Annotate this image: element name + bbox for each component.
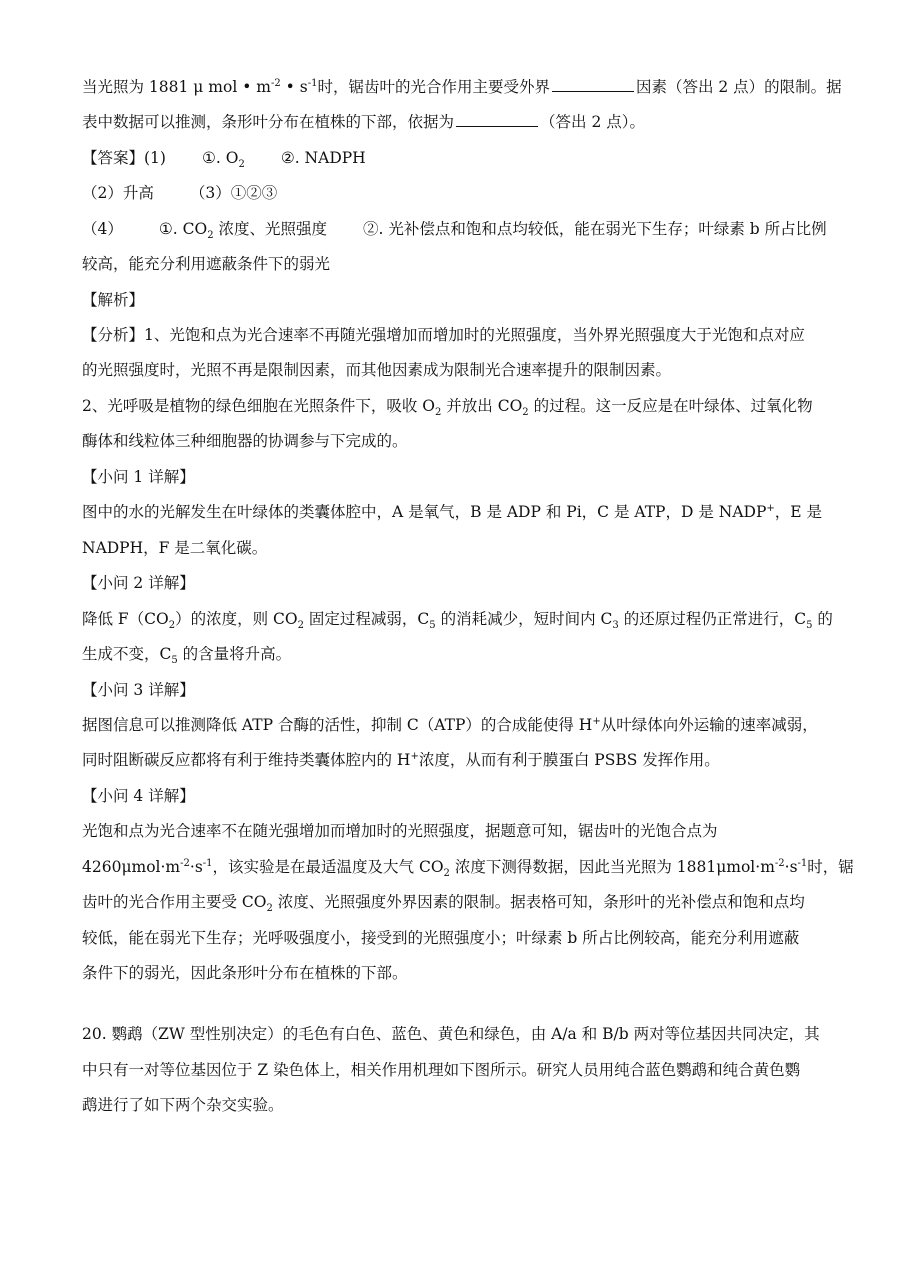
text-run: 的消耗减少，短时间内 C — [435, 610, 613, 628]
paragraph-line — [82, 430, 822, 452]
paragraph-line — [82, 856, 854, 880]
text-run: 浓度，从而有利于膜蛋白 PSBS 发挥作用。 — [418, 751, 720, 769]
subscript: 2 — [238, 159, 245, 171]
paragraph-line — [82, 891, 822, 913]
text-run: 同时阻断碳反应都将有利于维持类囊体腔内的 H — [82, 751, 411, 769]
text-run: 的还原过程仍正常进行，C — [618, 610, 807, 628]
answer-blank — [456, 112, 538, 127]
paragraph-line — [82, 395, 822, 417]
text-run: 较低，能在弱光下生存；光呼吸强度小，接受到的光照强度小；叶绿素 b 所占比例较高，能充分利用遮蔽 — [82, 929, 800, 947]
text-run: 【分析】1、光饱和点为光合速率不再随光强增加而增加时的光照强度，当外界光照强度大于光饱和点对应 — [82, 326, 805, 344]
text-run: NADPH，F 是二氧化碳。 — [82, 539, 268, 557]
text-run: 从叶绿体向外运输的速率减弱， — [600, 716, 818, 734]
superscript: -1 — [202, 857, 213, 869]
text-run: 并放出 CO — [441, 397, 523, 415]
subscript: 2 — [522, 407, 529, 419]
text-run: 鹉进行了如下两个杂交实验。 — [82, 1096, 284, 1114]
answer-line — [82, 147, 822, 169]
subscript: 5 — [806, 620, 813, 632]
section-heading — [82, 785, 822, 807]
text-run: ·s — [784, 858, 798, 876]
paragraph-line — [82, 714, 822, 736]
text-run: 固定过程减弱，C — [304, 610, 430, 628]
section-heading — [82, 679, 822, 701]
superscript: -2 — [180, 857, 190, 869]
answer-line — [82, 253, 822, 275]
question-text-line — [82, 111, 822, 133]
paragraph-line — [82, 359, 822, 381]
answer-blank — [552, 77, 634, 92]
answer-line — [82, 182, 822, 204]
question-text-line — [82, 76, 842, 98]
text-run: 光饱和点为光合速率不在随光强增加而增加时的光照强度，据题意可知，锯齿叶的光饱合点为 — [82, 822, 718, 840]
text-run: 【小问 3 详解】 — [82, 681, 195, 699]
paragraph-line — [82, 324, 822, 346]
section-heading — [82, 289, 822, 311]
paragraph-line — [82, 820, 822, 842]
text-run: ②. NADPH — [280, 149, 366, 167]
paragraph-line — [82, 643, 822, 665]
text-run: 表中数据可以推测，条形叶分布在植株的下部，依据为 — [82, 113, 455, 131]
text-run: 的 — [812, 610, 833, 628]
text-run: ·s — [189, 858, 203, 876]
text-run: 的过程。这一反应是在叶绿体、过氧化物 — [528, 397, 813, 415]
paragraph-line — [82, 749, 822, 771]
paragraph-line — [82, 927, 822, 949]
superscript: -1 — [307, 77, 318, 89]
text-run: ，该实验是在最适温度及大气 CO — [212, 858, 444, 876]
superscript: -2 — [774, 857, 785, 869]
subscript: 5 — [429, 620, 436, 632]
answer-label: 【答案】(1) — [82, 149, 166, 167]
text-run: 的含量将升高。 — [177, 645, 292, 663]
text-run: 4260μmol·m — [82, 858, 181, 876]
paragraph-line — [82, 501, 822, 523]
text-run: 时，锯齿叶的光合作用主要受外界 — [317, 78, 550, 96]
subscript: 2 — [266, 903, 273, 915]
text-run: 当光照为 1881 μ mol • m — [82, 78, 271, 96]
answer-line — [82, 218, 827, 242]
text-run: ②. 光补偿点和饱和点均较低，能在弱光下生存；叶绿素 b 所占比例 — [363, 220, 827, 238]
text-run: （3）①②③ — [189, 184, 278, 202]
text-run: ，E 是 — [774, 503, 823, 521]
superscript: + — [592, 715, 601, 727]
text-run: 【解析】 — [82, 291, 145, 309]
text-run: 降低 F（CO — [82, 610, 169, 628]
question-text-line — [82, 1094, 822, 1116]
paragraph-line — [82, 962, 822, 984]
subscript: 2 — [443, 868, 450, 880]
text-run: 生成不变，C — [82, 645, 172, 663]
subscript: 2 — [207, 230, 214, 242]
subscript: 2 — [297, 620, 304, 632]
text-run: 浓度下测得数据，因此当光照为 1881μmol·m — [449, 858, 775, 876]
text-run: 较高，能充分利用遮蔽条件下的弱光 — [82, 255, 331, 273]
text-run: 的光照强度时，光照不再是限制因素，而其他因素成为限制光合速率提升的限制因素。 — [82, 361, 672, 379]
text-run: ）的浓度，则 CO — [175, 610, 298, 628]
text-run: （2）升高 — [82, 184, 154, 202]
text-run: 条件下的弱光，因此条形叶分布在植株的下部。 — [82, 964, 408, 982]
text-run: 【小问 1 详解】 — [82, 468, 195, 486]
section-heading — [82, 572, 822, 594]
text-run: 浓度、光照强度 — [213, 220, 328, 238]
text-run: 浓度、光照强度外界因素的限制。据表格可知，条形叶的光补偿点和饱和点均 — [272, 893, 805, 911]
superscript: -2 — [270, 77, 281, 89]
text-run: ①. O — [201, 149, 239, 167]
text-run: 【小问 2 详解】 — [82, 574, 195, 592]
text-run: 酶体和线粒体三种细胞器的协调参与下完成的。 — [82, 432, 408, 450]
subscript: 2 — [435, 407, 442, 419]
text-run: 图中的水的光解发生在叶绿体的类囊体腔中，A 是氧气，B 是 ADP 和 Pi，C 是 ATP，D 是 NADP — [82, 503, 767, 521]
text-run: 齿叶的光合作用主要受 CO — [82, 893, 267, 911]
text-run: （4） — [82, 220, 123, 238]
superscript: + — [410, 750, 419, 762]
paragraph-line — [82, 537, 822, 559]
question-text-line — [82, 1059, 822, 1081]
subscript: 2 — [168, 620, 176, 632]
text-run: 【小问 4 详解】 — [82, 787, 195, 805]
paragraph-line — [82, 608, 833, 632]
text-run: 据图信息可以推测降低 ATP 合酶的活性，抑制 C（ATP）的合成能使得 H — [82, 716, 593, 734]
text-run: ①. CO — [158, 220, 208, 238]
text-run: 20. 鹦鹉（ZW 型性别决定）的毛色有白色、蓝色、黄色和绿色，由 A/a 和 B/b 两对等位基因共同决定，其 — [82, 1025, 820, 1043]
subscript: 5 — [171, 655, 178, 667]
text-run: 2、光呼吸是植物的绿色细胞在光照条件下，吸收 O — [82, 397, 435, 415]
question-text-line — [82, 1023, 822, 1045]
section-heading — [82, 466, 822, 488]
text-run: • s — [280, 78, 308, 96]
text-run: 因素（答出 2 点）的限制。据 — [635, 78, 842, 96]
text-run: 时，锯 — [807, 858, 854, 876]
subscript: 3 — [612, 620, 619, 632]
text-run: 中只有一对等位基因位于 Z 染色体上，相关作用机理如下图所示。研究人员用纯合蓝色鹦鹉和纯合黄色鹦 — [82, 1061, 801, 1079]
superscript: + — [766, 502, 775, 514]
text-run: （答出 2 点）。 — [540, 113, 645, 131]
superscript: -1 — [797, 857, 808, 869]
